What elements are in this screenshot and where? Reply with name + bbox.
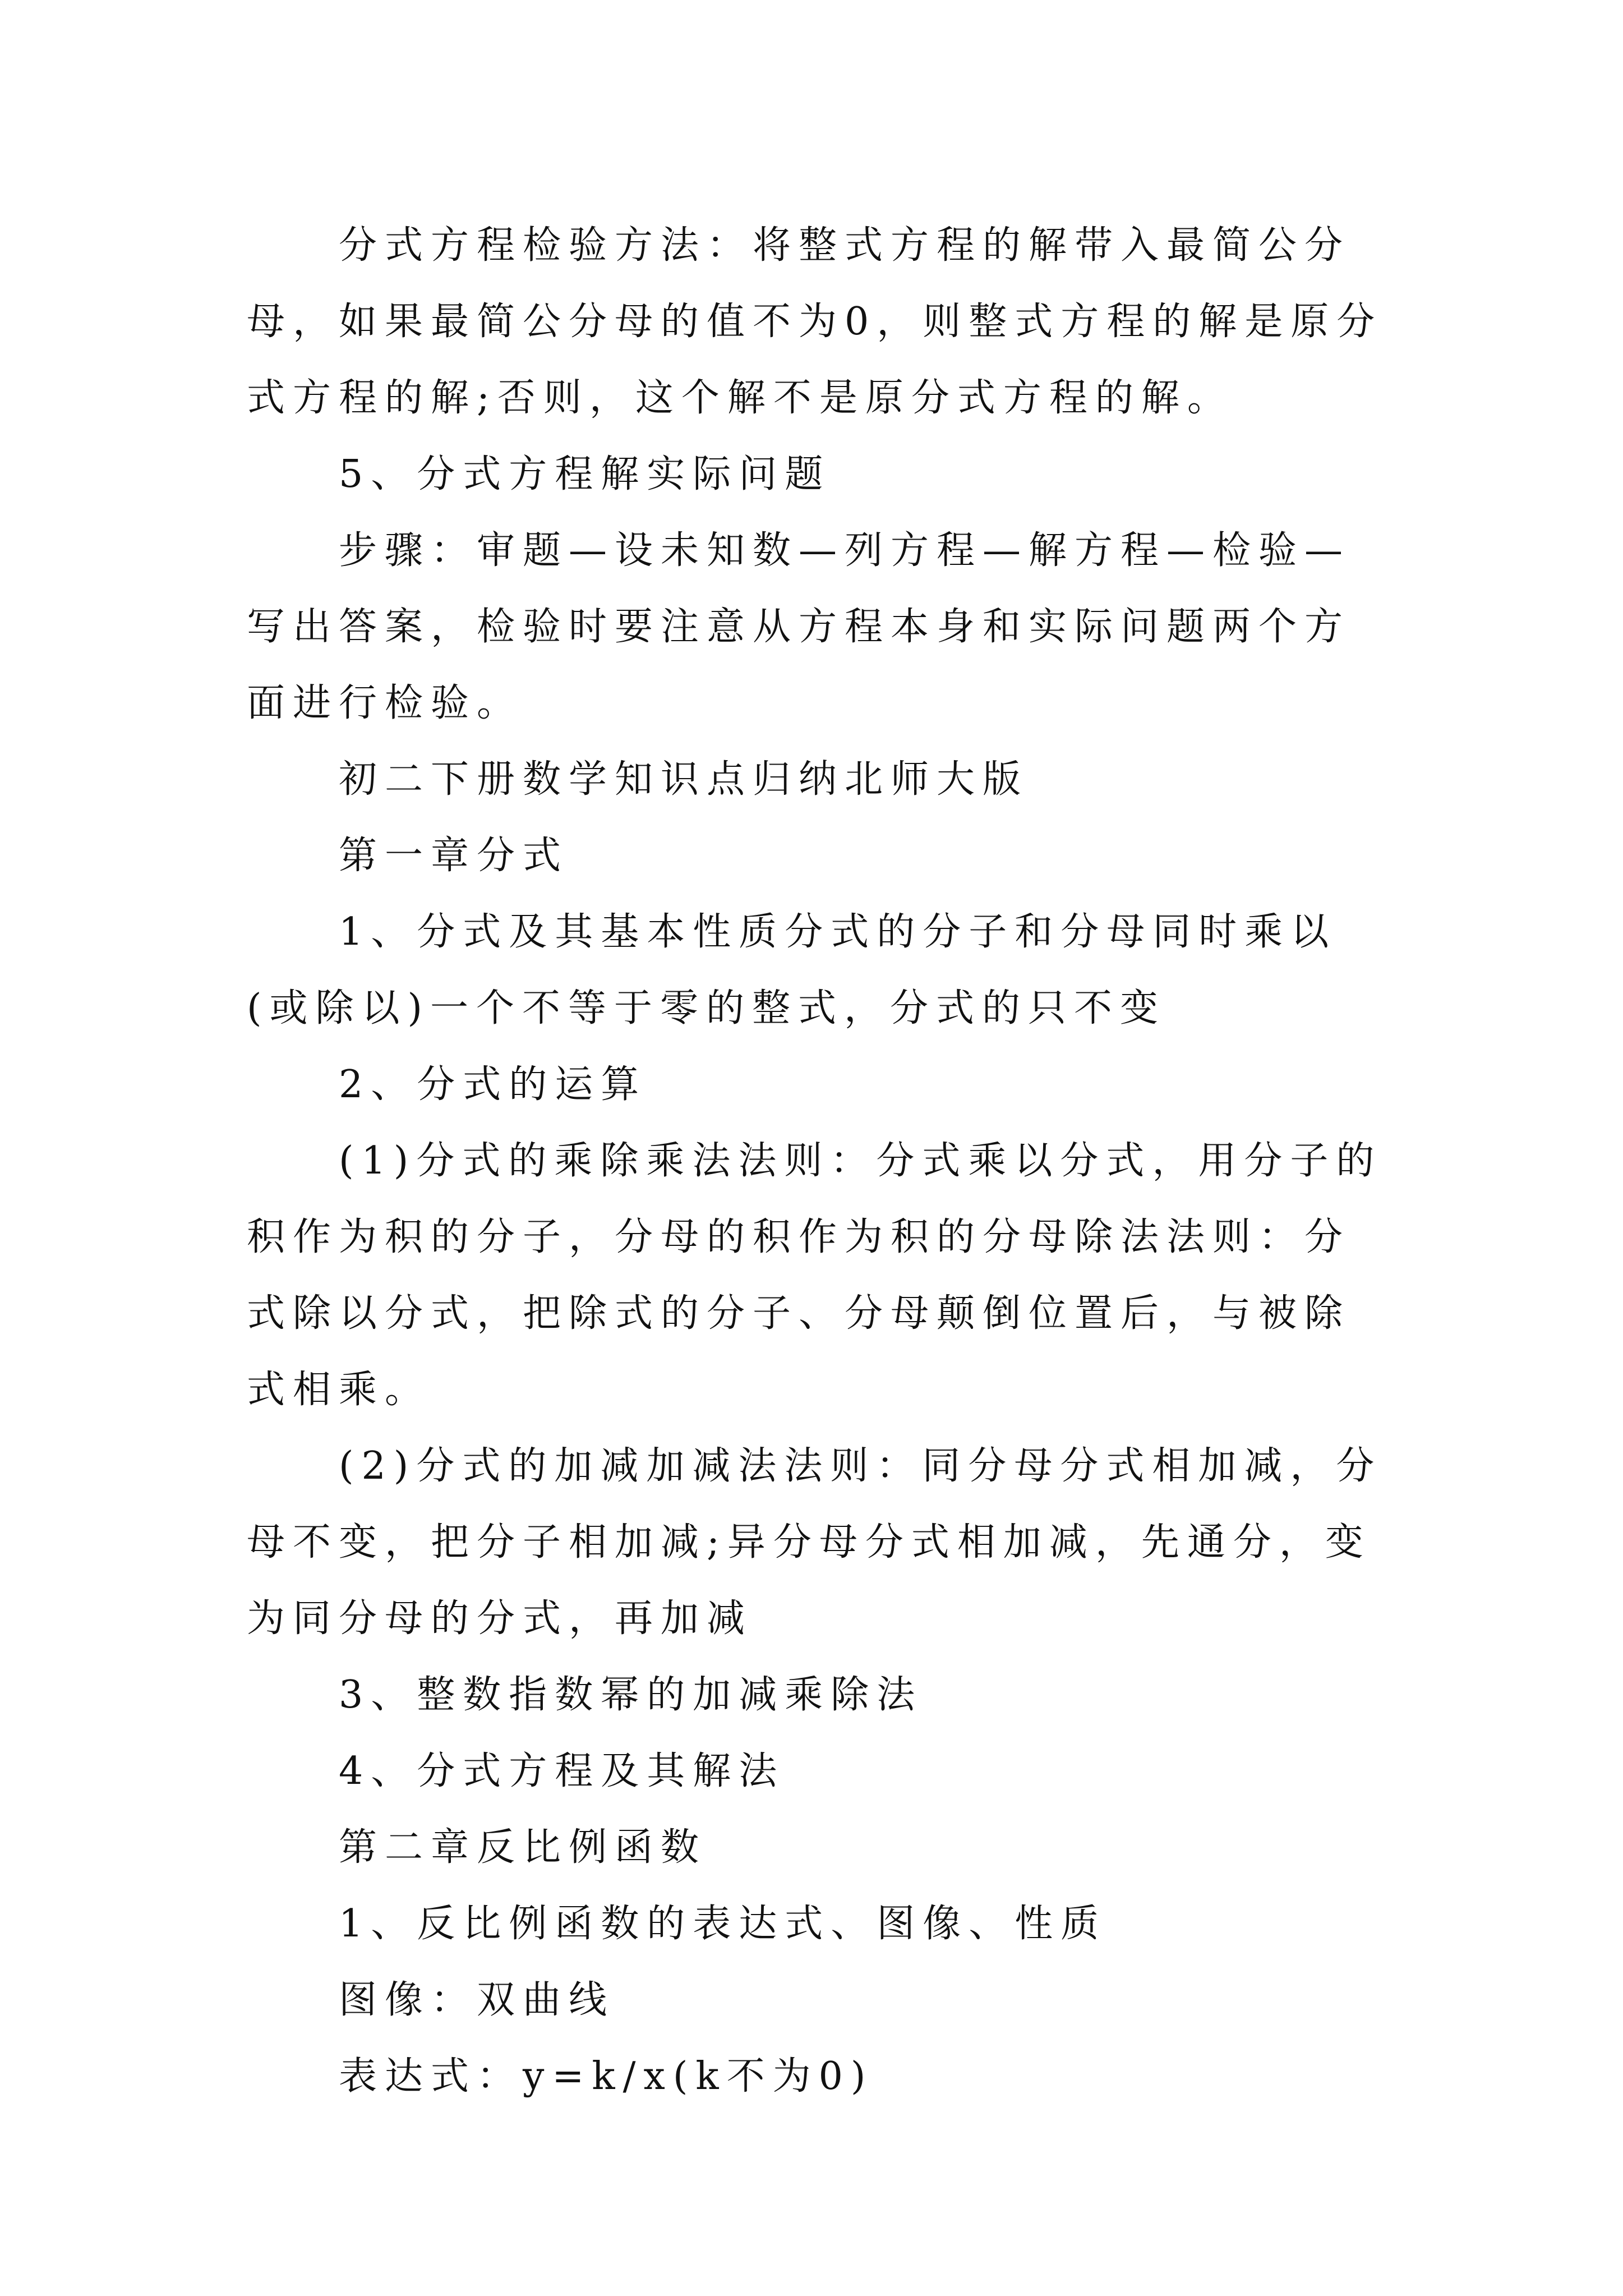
paragraph-multiply-divide: (1)分式的乘除乘法法则：分式乘以分式，用分子的积作为积的分子，分母的积作为积的分母除法法则：分式除以分式，把除式的分子、分母颠倒位置后，与被除式相乘。 bbox=[247, 1139, 1382, 1412]
heading-fraction-equations: 4、分式方程及其解法 bbox=[339, 1749, 785, 1793]
heading-fraction-operations: 2、分式的运算 bbox=[339, 1062, 647, 1107]
paragraph-graph: 图像：双曲线 bbox=[339, 1978, 615, 2022]
heading-integer-exponents: 3、整数指数幂的加减乘除法 bbox=[339, 1673, 923, 1717]
paragraph-steps: 步骤：审题—设未知数—列方程—解方程—检验—写出答案，检验时要注意从方程本身和实际问题两个方面进行检验。 bbox=[247, 528, 1351, 725]
paragraph-expression: 表达式：y=k/x(k不为0) bbox=[339, 2054, 874, 2099]
chapter-two-title: 第二章反比例函数 bbox=[339, 1825, 707, 1870]
paragraph-add-subtract: (2)分式的加减加减法法则：同分母分式相加减，分母不变，把分子相加减;异分母分式相加减，先通分，变为同分母的分式，再加减 bbox=[247, 1444, 1382, 1641]
heading-practical-problems: 5、分式方程解实际问题 bbox=[339, 452, 831, 496]
paragraph-fraction-properties: 1、分式及其基本性质分式的分子和分母同时乘以(或除以)一个不等于零的整式，分式的只不变 bbox=[247, 910, 1337, 1030]
chapter-one-title: 第一章分式 bbox=[339, 834, 569, 878]
paragraph-check-method: 分式方程检验方法：将整式方程的解带入最简公分母，如果最简公分母的值不为0，则整式方程的解是原分式方程的解;否则，这个解不是原分式方程的解。 bbox=[247, 223, 1383, 420]
heading-inverse-function: 1、反比例函数的表达式、图像、性质 bbox=[339, 1902, 1107, 1946]
section-title: 初二下册数学知识点归纳北师大版 bbox=[339, 757, 1029, 802]
document-body bbox=[247, 208, 1391, 2115]
